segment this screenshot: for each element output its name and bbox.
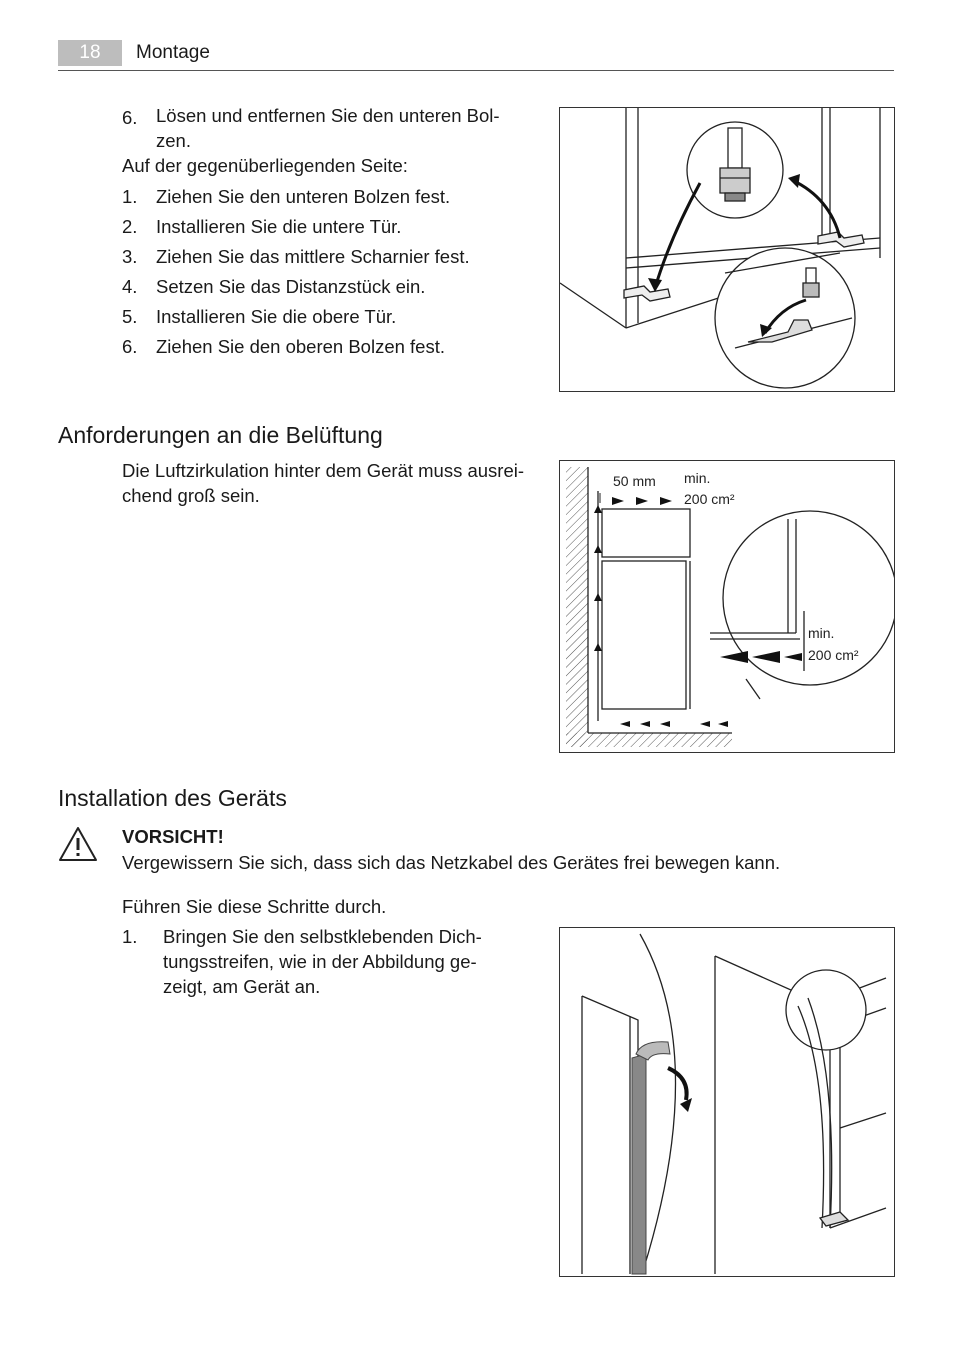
- list-item: 2. Installieren Sie die untere Tür.: [122, 216, 402, 237]
- warning-title: VORSICHT!: [122, 826, 224, 847]
- hinge-bolt-figure: [559, 107, 895, 392]
- gap-label: 50 mm: [613, 473, 656, 489]
- bottom-area-label: 200 cm²: [808, 647, 859, 663]
- list-item: 4. Setzen Sie das Distanzstück ein.: [122, 276, 426, 297]
- list-item: 5. Installieren Sie die obere Tür.: [122, 306, 397, 327]
- list-item: 3. Ziehen Sie das mittlere Scharnier fest.: [122, 246, 470, 267]
- opposite-side-label: Auf der gegenüberliegenden Seite:: [122, 155, 408, 176]
- door-steps-block: [122, 103, 522, 362]
- ventilation-illustration: [560, 461, 894, 752]
- installation-intro: Führen Sie diese Schritte durch.: [122, 896, 387, 917]
- warning-text: Vergewissern Sie sich, dass sich das Netzkabel des Gerätes frei bewegen kann.: [122, 852, 781, 873]
- sealing-strip-figure: [559, 927, 895, 1277]
- list-item: 1. Ziehen Sie den unteren Bolzen fest.: [122, 186, 451, 207]
- ventilation-figure: [559, 460, 895, 753]
- list-item: 6. Lösen und entfernen Sie den unteren Bol- zen.: [122, 105, 500, 151]
- top-min-label: min.: [684, 470, 711, 486]
- ventilation-text-line-2: chend groß sein.: [122, 485, 260, 506]
- top-area-label: 200 cm²: [684, 491, 735, 507]
- step-text-line-3: zeigt, am Gerät an.: [163, 976, 321, 997]
- hinge-bolt-illustration: [560, 108, 894, 391]
- step-number: 1.: [122, 926, 138, 947]
- step-text-line-1: Bringen Sie den selbstklebenden Dich-: [163, 926, 482, 947]
- page-number: 18: [58, 40, 122, 66]
- ventilation-heading: Anforderungen an die Belüftung: [58, 422, 383, 448]
- header-divider: [58, 70, 894, 71]
- installation-heading: Installation des Geräts: [58, 785, 287, 811]
- section-title: Montage: [136, 42, 210, 63]
- sealing-strip-illustration: [560, 928, 894, 1276]
- bottom-min-label: min.: [808, 625, 835, 641]
- step-text-line-2: tungsstreifen, wie in der Abbildung ge-: [163, 951, 477, 972]
- ventilation-text-line-1: Die Luftzirkulation hinter dem Gerät muss ausrei-: [122, 460, 525, 481]
- list-item: 6. Ziehen Sie den oberen Bolzen fest.: [122, 336, 445, 357]
- warning-icon: [58, 826, 98, 862]
- door-steps-list: [122, 182, 522, 362]
